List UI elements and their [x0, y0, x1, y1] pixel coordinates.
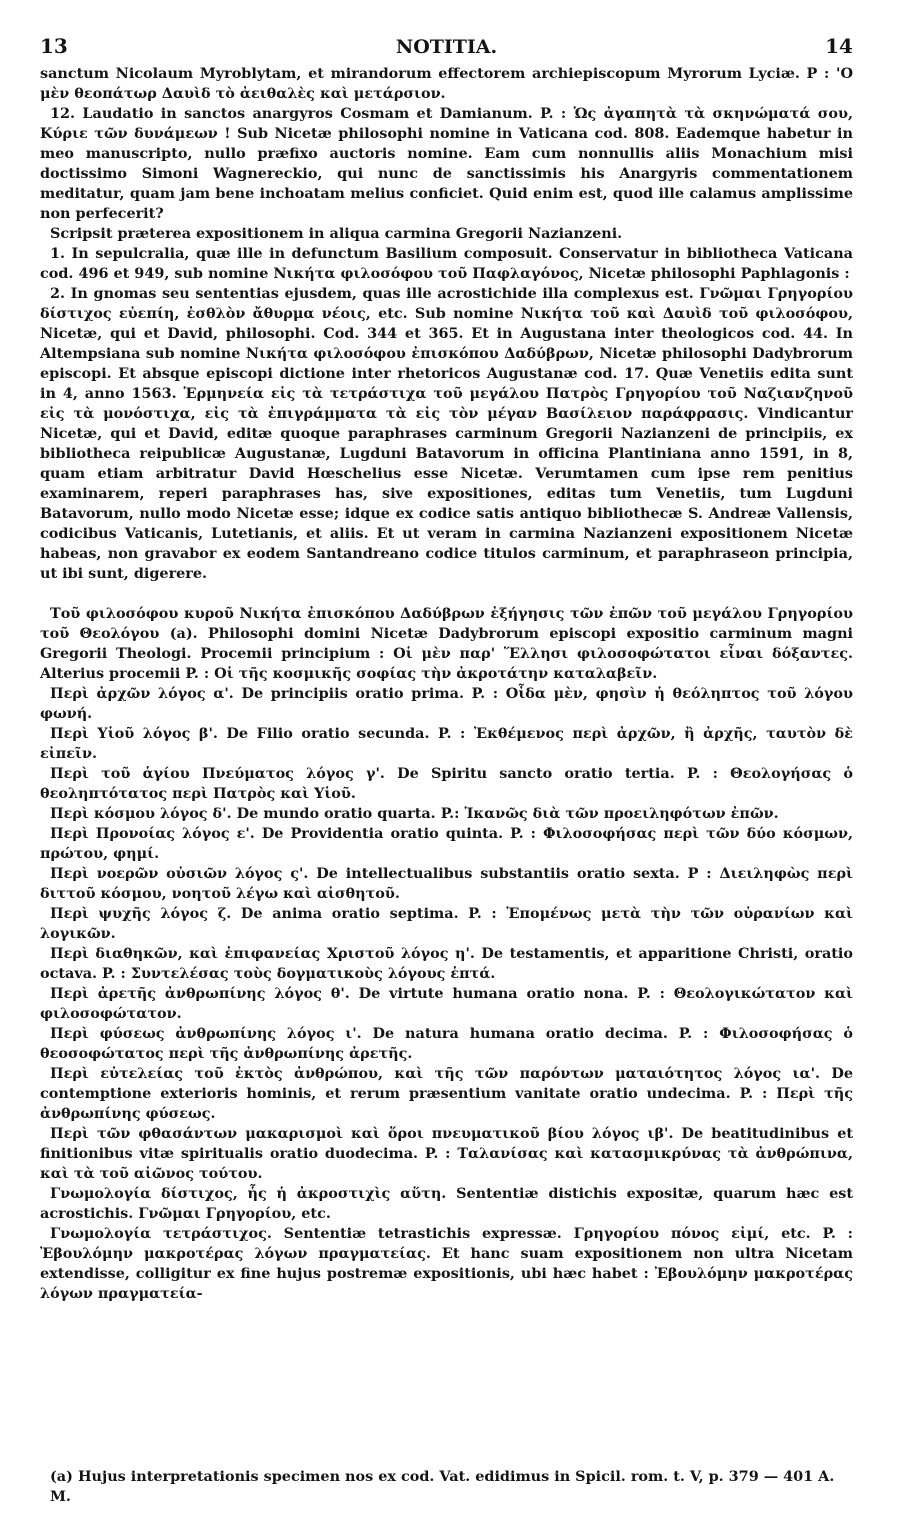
page-number-left: 13: [40, 34, 68, 58]
paragraph-oratio-12: Περὶ τῶν φθασάντων μακαρισμοὶ καὶ ὅροι πνευματικοῦ βίου λόγος ιβ'. De beatitudinibus et finitionibus vitæ spiritualis oratio duodecima. P. : Ταλανίσας καὶ κατασμικρύνας τὰ ἀνθρώπινα, καὶ τὰ τοῦ αἰῶνος τούτου.: [40, 1125, 853, 1182]
paragraph-oratio-11: Περὶ εὐτελείας τοῦ ἐκτὸς ἀνθρώπου, καὶ τῆς τῶν παρόντων ματαιότητος λόγος ια'. De contemptione exterioris hominis, et rerum præsentium vanitate oratio undecima. P. : Περὶ τῆς ἀνθρωπίνης φύσεως.: [40, 1065, 853, 1122]
running-head: [40, 34, 853, 62]
paragraph-oratio-5: Περὶ Προνοίας λόγος ε'. De Providentia oratio quinta. P. : Φιλοσοφήσας περὶ τῶν δύο κόσμων, πρώτου, φημί.: [40, 825, 853, 862]
paragraph-oratio-10: Περὶ φύσεως ἀνθρωπίνης λόγος ι'. De natura humana oratio decima. P. : Φιλοσοφήσας ὁ θεοσοφώτατος περὶ τῆς ἀνθρωπίνης ἀρετῆς.: [40, 1025, 853, 1062]
paragraph-item-12: 12. Laudatio in sanctos anargyros Cosmam et Damianum. P. : Ὡς ἀγαπητὰ τὰ σκηνώματά σου, Κύριε τῶν δυνάμεων ! Sub Nicetæ philosophi nomine in Vaticana cod. 808. Eademque habetur in meo manuscripto, nullo præfixo auctoris nomine. Eam cum nonnullis aliis Monachium misi doctissimo Simoni Wagnereckio, qui nunc de sanctissimis his Anargyris commentationem meditatur, quam jam bene inchoatam melius conficiet. Quid enim est, quod ille calamus amplissime non perfecerit?: [40, 105, 853, 222]
body-text: [40, 64, 853, 1304]
footnote: (a) Hujus interpretationis specimen nos ex cod. Vat. edidimus in Spicil. rom. t. V, p. 379 — 401 A. M.: [50, 1468, 835, 1505]
page-number-right: 14: [825, 34, 853, 58]
paragraph-item-1: 1. In sepulcralia, quæ ille in defunctum Basilium composuit. Conservatur in bibliotheca Vaticana cod. 496 et 949, sub nomine Νικήτα φιλοσόφου τοῦ Παφλαγόνος, Nicetæ philosophi Paphlagonis :: [40, 245, 853, 282]
page-title: NOTITIA.: [395, 36, 498, 58]
paragraph-expositio-title: Τοῦ φιλοσόφου κυροῦ Νικήτα ἐπισκόπου Δαδύβρων ἐξήγησις τῶν ἐπῶν τοῦ μεγάλου Γρηγορίου τοῦ Θεολόγου (a). Philosophi domini Nicetæ Dadybrorum episcopi expositio carminum magni Gregorii Theologi. Procemii principium : Οἱ μὲν παρ' Ἕλλησι φιλοσοφώτατοι εἶναι δόξαντες. Alterius procemii P. : Οἱ τῆς κοσμικῆς σοφίας τὴν ἀκροτάτην καταλαβεῖν.: [40, 605, 853, 682]
paragraph-oratio-9: Περὶ ἀρετῆς ἀνθρωπίνης λόγος θ'. De virtute humana oratio nona. P. : Θεολογικώτατον καὶ φιλοσοφώτατον.: [40, 985, 853, 1022]
paragraph-oratio-4: Περὶ κόσμου λόγος δ'. De mundo oratio quarta. P.: Ἱκανῶς διὰ τῶν προειληφότων ἐπῶν.: [50, 805, 779, 822]
paragraph-continuation: sanctum Nicolaum Myroblytam, et mirandorum effectorem archiepiscopum Myrorum Lyciæ. P : 'Ο μὲν θεοπάτωρ Δαυὶδ τὸ ἀειθαλὲς καὶ μετάρσιον.: [40, 65, 853, 102]
paragraph-oratio-1: Περὶ ἀρχῶν λόγος α'. De principiis oratio prima. P. : Οἶδα μὲν, φησὶν ἡ θεόληπτος τοῦ λόγου φωνή.: [40, 685, 853, 722]
paragraph-oratio-6: Περὶ νοερῶν οὐσιῶν λόγος ς'. De intellectualibus substantiis oratio sexta. P : Διειληφὼς περὶ διττοῦ κόσμου, νοητοῦ λέγω καὶ αἰσθητοῦ.: [40, 865, 853, 902]
paragraph-gnomologia-distichos: Γνωμολογία δίστιχος, ἧς ἡ ἀκροστιχὶς αὕτη. Sententiæ distichis expositæ, quarum hæc est acrostichis. Γνῶμαι Γρηγορίου, etc.: [40, 1185, 853, 1222]
paragraph-expositionem: Scripsit præterea expositionem in aliqua carmina Gregorii Nazianzeni.: [50, 225, 623, 242]
paragraph-oratio-3: Περὶ τοῦ ἁγίου Πνεύματος λόγος γ'. De Spiritu sancto oratio tertia. P. : Θεολογήσας ὁ θεοληπτότατος περὶ Πατρὸς καὶ Υἱοῦ.: [40, 765, 853, 802]
paragraph-oratio-8: Περὶ διαθηκῶν, καὶ ἐπιφανείας Χριστοῦ λόγος η'. De testamentis, et apparitione Christi, oratio octava. P. : Συντελέσας τοὺς δογματικοὺς λόγους ἑπτά.: [40, 945, 853, 982]
paragraph-item-2: 2. In gnomas seu sententias ejusdem, quas ille acrostichide illa complexus est. Γνῶμαι Γρηγορίου δίστιχος εὐεπίη, ἐσθλὸν ἄθυρμα νέοις, etc. Sub nomine Νικήτα τοῦ καὶ Δαυὶδ τοῦ φιλοσόφου, Nicetæ, qui et David, philosophi. Cod. 344 et 365. Et in Augustana inter theologicos cod. 44. In Altempsiana sub nomine Νικήτα φιλοσόφου ἐπισκόπου Δαδύβρων, Nicetæ philosophi Dadybrorum episcopi. Et absque episcopi dictione inter rhetoricos Augustanæ cod. 17. Quæ Venetiis edita sunt in 4, anno 1563. Ἑρμηνεία εἰς τὰ τετράστιχα τοῦ μεγάλου Πατρὸς Γρηγορίου τοῦ Ναζιανζηνοῦ εἰς τὰ μονόστιχα, εἰς τὰ ἐπιγράμματα τὰ εἰς τὸν μέγαν Βασίλειον παράφρασις. Vindicantur Nicetæ, qui et David, editæ quoque paraphrases carminum Gregorii Nazianzeni de principiis, ex bibliotheca reipublicæ Augustanæ, Lugduni Batavorum in officina Plantiniana anno 1591, in 8, quam etiam arbitratur David Hœschelius esse Nicetæ. Verumtamen cum ipse rem penitius examinarem, reperi paraphrases has, sive expositiones, editas tum Venetiis, tum Lugduni Batavorum, nullo modo Nicetæ esse; idque ex codice satis antiquo bibliothecæ S. Andreæ Vallensis, codicibus Vaticanis, Lutetianis, et aliis. Et ut veram in carmina Nazianzeni expositionem Nicetæ habeas, non gravabor ex eodem Santandreano codice titulos carminum, et paraphraseon principia, ut ibi sunt, digerere.: [40, 285, 853, 582]
paragraph-oratio-2: Περὶ Υἱοῦ λόγος β'. De Filio oratio secunda. P. : Ἐκθέμενος περὶ ἀρχῶν, ἢ ἀρχῆς, ταυτὸν δὲ εἰπεῖν.: [40, 725, 853, 762]
paragraph-oratio-7: Περὶ ψυχῆς λόγος ζ. De anima oratio septima. P. : Ἑπομένως μετὰ τὴν τῶν οὐρανίων καὶ λογικῶν.: [40, 905, 853, 942]
paragraph-gnomologia-tetrastichos: Γνωμολογία τετράστιχος. Sententiæ tetrastichis expressæ. Γρηγορίου πόνος εἰμί, etc. P. : Ἐβουλόμην μακροτέρας λόγων πραγματείας. Et hanc suam expositionem non ultra Nicetam extendisse, colligitur ex fine hujus postremæ expositionis, ubi hæc habet : Ἐβουλόμην μακροτέρας λόγων πραγματεία-: [40, 1225, 853, 1302]
